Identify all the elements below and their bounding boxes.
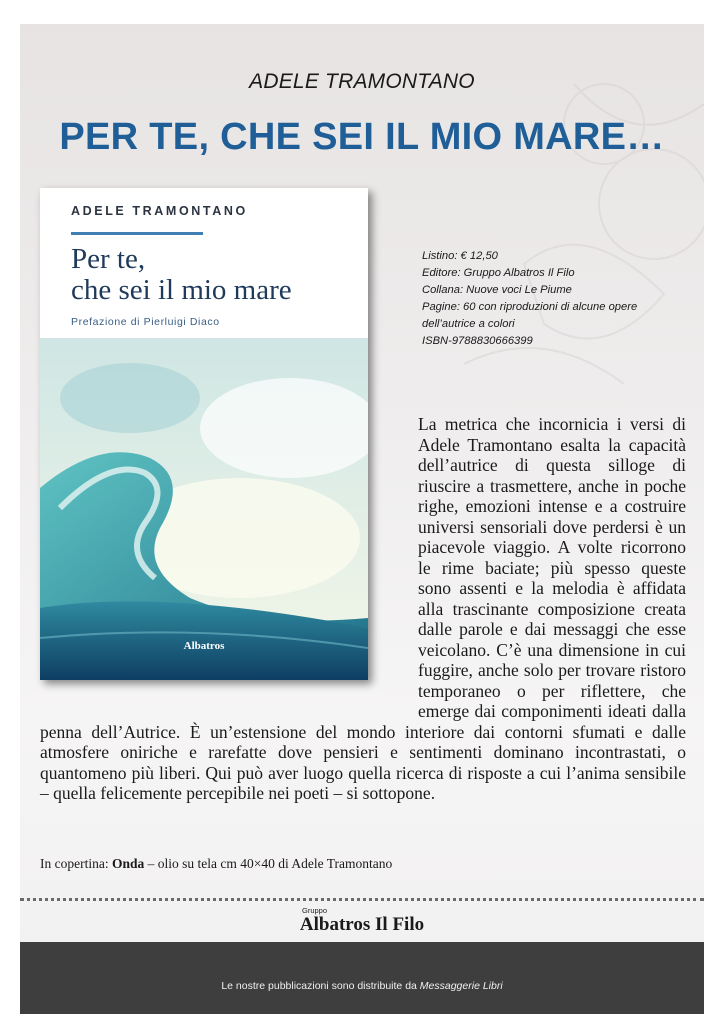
cover-preface: Prefazione di Pierluigi Diaco (71, 316, 220, 328)
detail-publisher: Editore: Gruppo Albatros Il Filo (422, 267, 575, 279)
author-heading: ADELE TRAMONTANO (249, 70, 475, 93)
description-text: La metrica che incornicia i versi di Adele Tramontano esalta la capacità dell’autrice di questa silloge di riuscire a trasmettere, anche in poche righe, emozioni intense e a costruire universi sensoriali dove perdersi è un piacevole viaggio. A volte ricorrono le rime baciate; più spesso queste sono assenti e la melodia è affidata alla trascinante composizione creata dalle parole e dai messaggi che esse veicolano. C’è una dimensione in cui fuggire, anche solo per trovare ristoro temporaneo o per riflettere, che emerge dai componimenti ideati dalla penna dell’Autrice. È un’estensione del mondo interiore dai contorni sfumati e dalle atmosfere oniriche e rarefatte dove pensieri e sentimenti dominano incontrastati, o quantomeno più liberi. Qui può aver luogo quella ricerca di risposte a cui l’anima sensibile – quella felicemente percepibile nei poeti – si sottopone. (40, 414, 686, 803)
flyer-sheet (20, 24, 704, 1014)
cover-title-panel (40, 188, 368, 338)
cover-title-line-2: che sei il mio mare (71, 274, 292, 306)
cover-publisher-logo: Albatros (183, 640, 225, 652)
logo-name: Albatros Il Filo (299, 914, 425, 935)
cover-caption (40, 856, 392, 872)
detail-pages: Pagine: 60 con riproduzioni di alcune opere dell’autrice a colori (422, 301, 638, 330)
cover-wrap-spacer (40, 414, 418, 720)
detail-price: Listino: € 12,50 (422, 250, 498, 262)
detail-series: Collana: Nuove voci Le Piume (422, 284, 572, 296)
detail-isbn: ISBN-9788830666399 (422, 335, 533, 347)
cover-author: ADELE TRAMONTANO (71, 204, 248, 218)
book-title-heading: PER TE, CHE SEI IL MIO MARE… (59, 116, 665, 158)
caption-prefix: In copertina: (40, 856, 112, 871)
cover-rule (71, 232, 203, 235)
cover-title-line-1: Per te, (71, 243, 146, 275)
caption-rest: – olio su tela cm 40×40 di Adele Tramontano (144, 856, 393, 871)
dotted-divider (20, 898, 704, 901)
footer-distributor: Messaggerie Libri (419, 980, 503, 992)
footer-bar (20, 942, 704, 1014)
footer-text (20, 980, 704, 992)
book-details (422, 248, 684, 350)
book-description (40, 414, 686, 804)
caption-work: Onda (111, 856, 145, 871)
footer-distribution: Le nostre pubblicazioni sono distribuite da (221, 980, 420, 992)
cover-title (71, 244, 361, 306)
logo-group-label: Gruppo (302, 906, 328, 915)
